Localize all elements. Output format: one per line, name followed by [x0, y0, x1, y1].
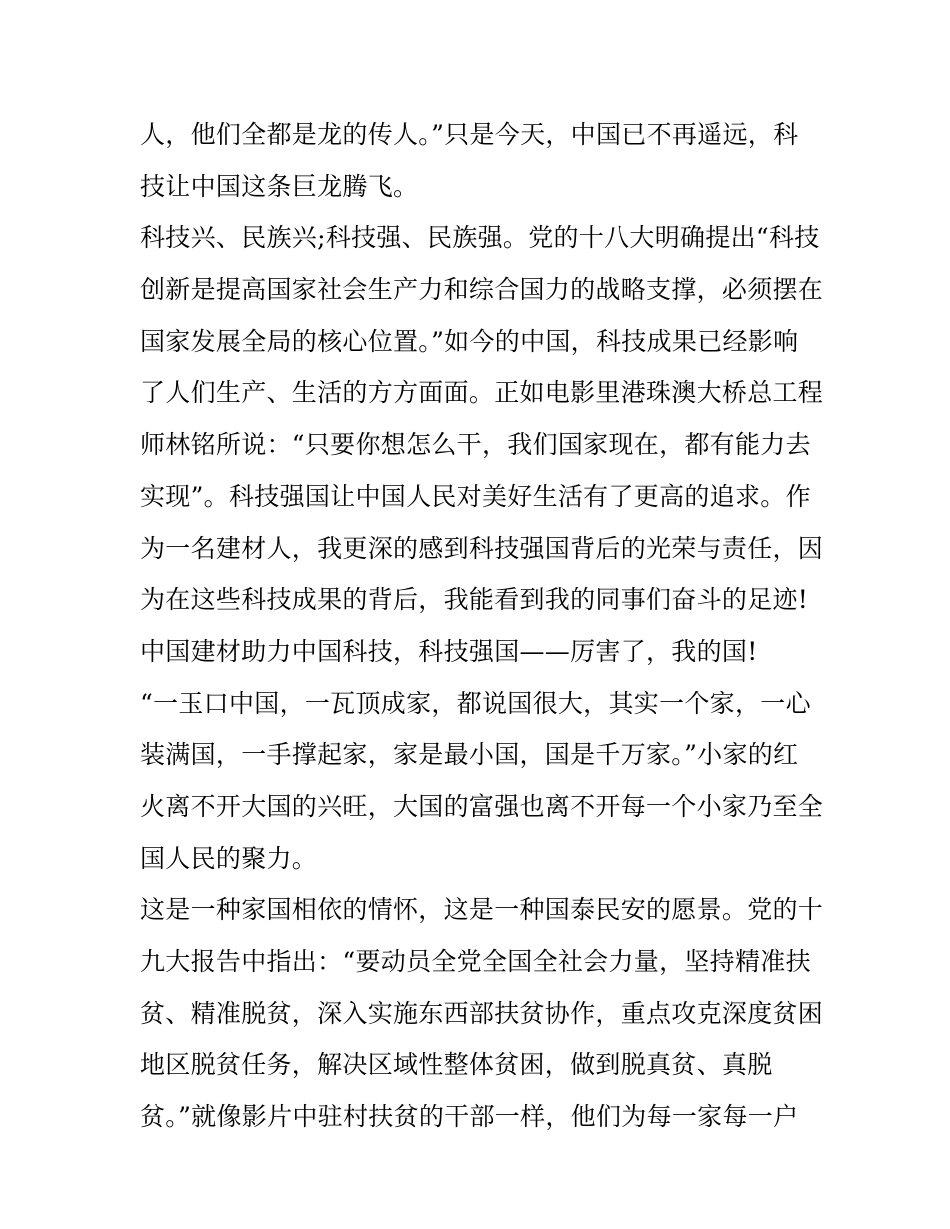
text-line: 国人民的聚力。 [140, 843, 318, 873]
text-line: “一玉口中国，一瓦顶成家，都说国很大，其实一个家，一心 [140, 688, 811, 718]
text-line: 师林铭所说：“只要你想怎么干，我们国家现在，都有能力去 [140, 430, 811, 460]
text-line: 装满国，一手撑起家，家是最小国，国是千万家。”小家的红 [140, 740, 799, 770]
text-line: 地区脱贫任务，解决区域性整体贫困，做到脱真贫、真脱 [140, 1050, 773, 1080]
text-line: 九大报告中指出：“要动员全党全国全社会力量，坚持精准扶 [140, 947, 811, 976]
text-line: 实现”。科技强国让中国人民对美好生活有了更高的追求。作 [140, 481, 811, 511]
text-line: 了人们生产、生活的方方面面。正如电影里港珠澳大桥总工程 [140, 378, 824, 408]
text-line: 国家发展全局的核心位置。”如今的中国，科技成果已经影响 [140, 326, 799, 356]
text-line: 为在这些科技成果的背后，我能看到我的同事们奋斗的足迹! [140, 585, 809, 615]
text-line: 技让中国这条巨龙腾飞。 [140, 171, 419, 201]
text-line: 人，他们全都是龙的传人。”只是今天，中国已不再遥远，科 [140, 120, 799, 149]
body-text [140, 109, 830, 1143]
text-line: 科技兴、民族兴;科技强、民族强。党的十八大明确提出“科技 [140, 223, 820, 253]
text-line: 中国建材助力中国科技，科技强国——厉害了，我的国! [140, 636, 758, 666]
text-line: 贫、精准脱贫，深入实施东西部扶贫协作，重点攻克深度贫困 [140, 998, 824, 1028]
text-line: 为一名建材人，我更深的感到科技强国背后的光荣与责任，因 [140, 533, 824, 563]
text-line: 这是一种家国相依的情怀，这是一种国泰民安的愿景。党的十 [140, 895, 824, 925]
text-line: 火离不开大国的兴旺，大国的富强也离不开每一个小家乃至全 [140, 791, 824, 821]
text-line: 创新是提高国家社会生产力和综合国力的战略支撑，必须摆在 [140, 275, 824, 305]
text-line: 贫。”就像影片中驻村扶贫的干部一样，他们为每一家每一户 [140, 1102, 799, 1132]
